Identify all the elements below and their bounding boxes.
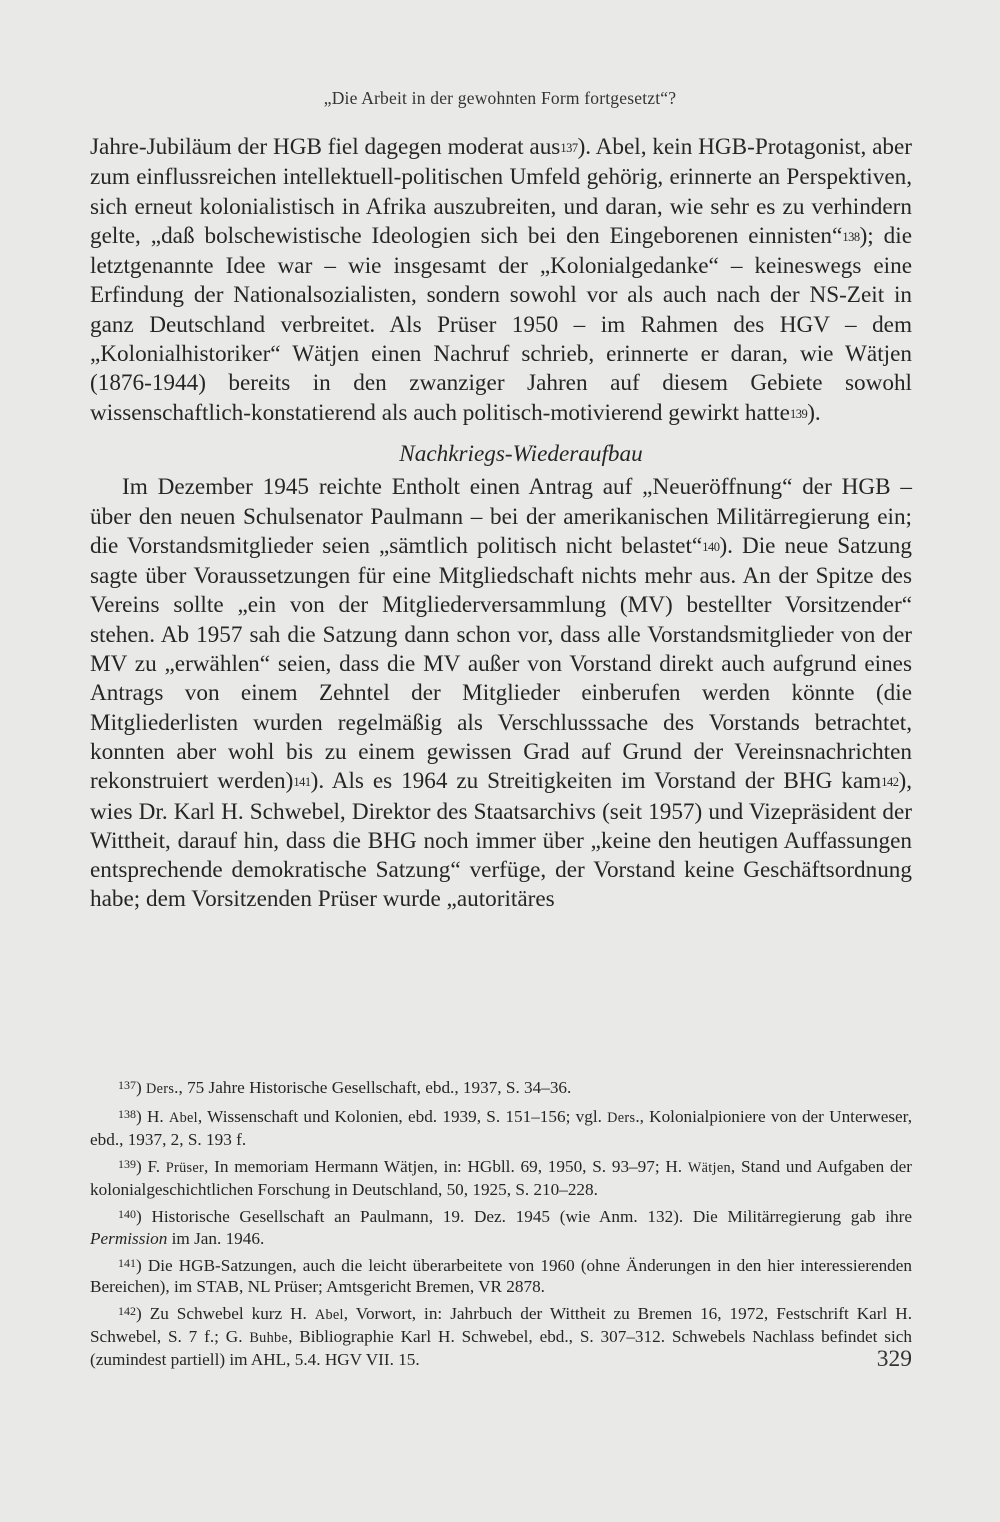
- footnote-text: , Stand und Aufgaben der kolonialgeschichtlichen Forschung in Deutschland, 50, 1925, S. 210–228.: [90, 1157, 912, 1200]
- author-name: Wätjen: [687, 1160, 731, 1177]
- text-span: ), wies Dr. Karl H. Schwebel, Direktor des Staatsarchivs (seit 1957) und Vizepräsident der Wittheit, darauf hin, dass die BHG noch immer über „keine den heutigen Auffassungen entsprechende demokratische Satzung“ verfüge, der Vorstand keine Geschäftsordnung habe; dem Vorsitzenden Prüser wurde „autoritäres: [90, 768, 912, 913]
- footnote-ref-140[interactable]: 140: [702, 539, 720, 554]
- footnote-text: F.: [147, 1157, 166, 1177]
- author-name: Prüser: [165, 1160, 205, 1177]
- footnote-141: $^{141}$) Die HGB-Satzungen, auch die leicht überarbeitete von 1960 (ohne Änderungen in den hier interessierenden Bereichen), im STAB, NL Prüser; Amtsgericht Bremen, VR 2878.: [90, 1255, 912, 1296]
- footnote-text: Die HGB-Satzungen, auch die leicht überarbeitete von 1960 (ohne Änderungen in den hier interessierenden Bereichen), im STAB, NL Prüser; Amtsgericht Bremen, VR 2878.: [90, 1255, 912, 1296]
- text-span: ). Als es 1964 zu Streitigkeiten im Vorstand der BHG kam: [310, 768, 882, 795]
- footnote-text: Zu Schwebel kurz H.: [149, 1303, 315, 1323]
- footnote-number: 140: [118, 1207, 136, 1222]
- text-span: Im Dezember 1945 reichte Entholt einen Antrag auf „Neueröffnung“ der HGB – über den neuen Schulsenator Paulmann – bei der amerikanischen Militärregierung ein; die Vorstandsmitglieder seien „sämtlich politisch nicht belastet“: [90, 474, 912, 559]
- footnote-142: $^{142}$) Zu Schwebel kurz H. Abel, Vorwort, in: Jahrbuch der Wittheit zu Bremen 16, 1972, Festschrift Karl H. Schwebel, S. 7 f.; G. Buhbe, Bibliographie Karl H. Schwebel, ebd., S. 307–312. Schwebels Nachlass befindet sich (zumindest partiell) im AHL, 5.4. HGV VII. 15.: [90, 1303, 912, 1370]
- author-name: Abel: [168, 1110, 198, 1126]
- section-heading: Nachkriegs-Wiederaufbau: [399, 440, 643, 467]
- text-span: ). Abel, kein HGB-Protagonist, aber zum einflussreichen intellektuell-politischen Umfeld gehörig, erinnerte an Perspektiven, sich erneut kolonialistisch in Afrika auszubreiten, und daran, wie sehr es zu verhindern gelte, „daß bolschewistische Ideologien sich bei den Eingeborenen einnisten“: [90, 134, 912, 249]
- text-span: Jahre-Jubiläum der HGB fiel dagegen moderat aus: [90, 134, 561, 160]
- italic-term: Permission: [90, 1228, 168, 1248]
- author-name: Buhbe: [249, 1330, 289, 1347]
- footnote-text: , Bibliographie Karl H. Schwebel, ebd., S. 307–312. Schwebels Nachlass befindet sich (zumindest partiell) im AHL, 5.4. HGV VII. 15.: [90, 1327, 912, 1370]
- author-name: Ders: [146, 1081, 175, 1097]
- footnote-ref-138[interactable]: 138: [842, 229, 860, 244]
- paragraph-2: [90, 473, 912, 914]
- footnote-number: 138: [118, 1107, 136, 1121]
- main-text: [90, 133, 912, 915]
- footnote-ref-142[interactable]: 142: [881, 775, 899, 790]
- author-name: Ders: [607, 1110, 636, 1126]
- text-span: ).: [807, 399, 821, 426]
- footnote-ref-137[interactable]: 137: [560, 141, 578, 155]
- footnote-ref-141[interactable]: 141: [293, 775, 311, 790]
- footnote-text: , Wissenschaft und Kolonien, ebd. 1939, S. 151–156; vgl.: [197, 1107, 608, 1126]
- footnote-number: 141: [118, 1255, 136, 1270]
- footnote-text: , Vorwort, in: Jahrbuch der Wittheit zu Bremen 16, 1972, Festschrift Karl H. Schwebel, S. 7 f.; G.: [90, 1303, 912, 1347]
- running-head: „Die Arbeit in der gewohnten Form fortgesetzt“?: [323, 88, 677, 108]
- footnote-number: 139: [118, 1157, 136, 1172]
- paragraph-1: [90, 133, 912, 429]
- footnote-140: $^{140}$) Historische Gesellschaft an Paulmann, 19. Dez. 1945 (wie Anm. 132). Die Militärregierung gab ihre Permission im Jan. 1946.: [90, 1207, 912, 1248]
- author-name: Abel: [314, 1306, 344, 1323]
- footnote-text: Historische Gesellschaft an Paulmann, 19. Dez. 1945 (wie Anm. 132). Die Militärregierung gab ihre: [151, 1207, 912, 1227]
- footnote-text: H.: [147, 1107, 169, 1126]
- footnote-text: , In memoriam Hermann Wätjen, in: HGbll. 69, 1950, S. 93–97; H.: [204, 1157, 688, 1177]
- text-span: ); die letztgenannte Idee war – wie insgesamt der „Kolonialgedanke“ – keineswegs eine Erfindung der Nationalsozialisten, sondern sowohl vor als auch nach der NS-Zeit in ganz Deutschland verbreitet. Als Prüser 1950 – im Rahmen des HGV – dem „Kolonialhistoriker“ Wätjen einen Nachruf schrieb, erinnerte er daran, wie Wätjen (1876-1944) bereits in den zwanziger Jahren auf diesem Gebiete sowohl wissenschaftlich-konstatierend als auch politisch-motivierend gewirkt hatte: [90, 222, 912, 426]
- footnote-number: 137: [118, 1078, 136, 1092]
- footnote-text: ., 75 Jahre Historische Gesellschaft, ebd., 1937, S. 34–36.: [174, 1078, 572, 1097]
- footnote-138: $^{138}$) H. Abel, Wissenschaft und Kolonien, ebd. 1939, S. 151–156; vgl. Ders., Kolonialpioniere von der Unterweser, ebd., 1937, 2, S. 193 f.: [90, 1107, 912, 1150]
- page-number: 329: [876, 1346, 912, 1372]
- footnote-137: $^{137}$) Ders., 75 Jahre Historische Gesellschaft, ebd., 1937, S. 34–36.: [118, 1078, 572, 1097]
- footnote-text: ., Kolonialpioniere von der Unterweser, ebd., 1937, 2, S. 193 f.: [90, 1107, 912, 1150]
- footnote-139: $^{139}$) F. Prüser, In memoriam Hermann Wätjen, in: HGbll. 69, 1950, S. 93–97; H. Wätjen, Stand und Aufgaben der kolonialgeschichtlichen Forschung in Deutschland, 50, 1925, S. 210–228.: [90, 1157, 912, 1200]
- text-span: ). Die neue Satzung sagte über Voraussetzungen für eine Mitgliedschaft nichts mehr aus. An der Spitze des Vereins sollte „ein von der Mitgliederversammlung (MV) bestellter Vorsitzender“ stehen. Ab 1957 sah die Satzung dann schon vor, dass alle Vorstandsmitglieder von der MV zu „erwählen“ seien, dass die MV außer von Vorstand direkt auch aufgrund eines Antrags von einem Zehntel der Mitglieder einberufen werden könnte (die Mitgliederlisten wurden regelmäßig als Verschlusssache des Vorstands betrachtet, konnten aber wohl bis zu einem gewissen Grad auf Grund der Vereinsnachrichten rekonstruiert werden): [90, 532, 912, 795]
- footnotes: [90, 1075, 912, 1374]
- footnote-number: 142: [118, 1303, 136, 1318]
- footnote-text: im Jan. 1946.: [167, 1228, 265, 1248]
- footnote-ref-139[interactable]: 139: [789, 406, 808, 421]
